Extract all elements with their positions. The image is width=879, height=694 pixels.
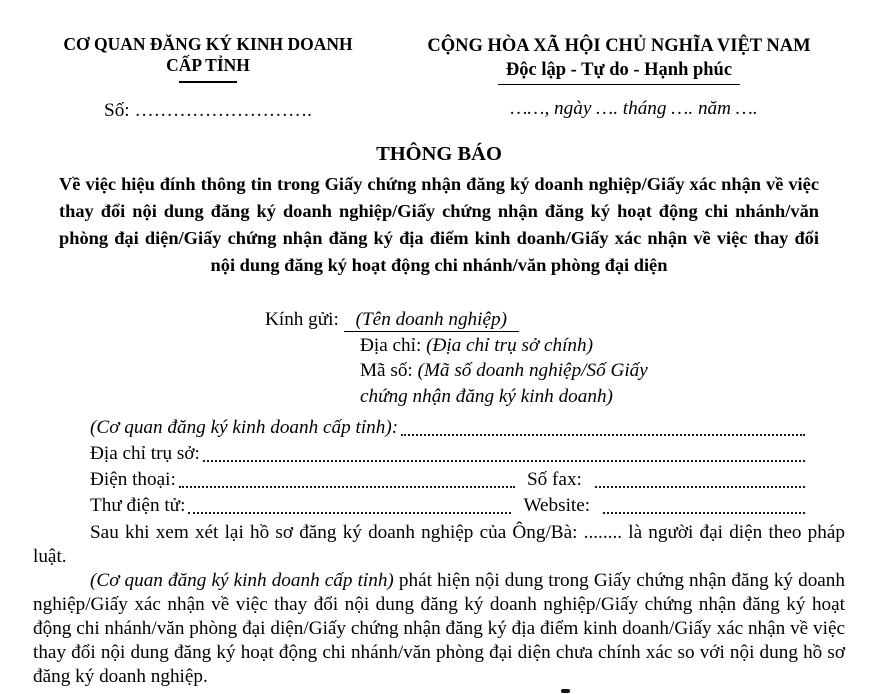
recipient-name-placeholder: (Tên doanh nghiệp) — [344, 309, 519, 332]
date-line: ……, ngày …. tháng …. năm …. — [510, 98, 758, 119]
body-paragraph-2 — [33, 569, 845, 689]
paragraph2-text: phát hiện nội dung trong Giấy chứng nhận đăng ký doanh nghiệp/Giấy xác nhận về việc thay đổi nội dung đăng ký doanh nghiệp/Giấy chứng nhận đăng ký hoạt động chi nhánh/văn phòng đại diện/Giấy chứng nhận đăng ký địa điểm kinh doanh/Giấy xác nhận về việc thay đổi nội dung đăng ký hoạt động chi nhánh/văn phòng đại diện chưa chính xác so với nội dung hồ sơ đăng ký doanh nghiệp. — [33, 570, 845, 687]
fax-field-label: Số fax: — [526, 469, 582, 490]
header-divider-rule — [179, 81, 237, 83]
form-row-address — [90, 441, 805, 467]
body-paragraph-1: Sau khi xem xét lại hồ sơ đăng ký doanh nghiệp của Ông/Bà: ........ là người đại diện theo pháp luật. — [33, 522, 845, 567]
form-row-agency — [90, 415, 805, 441]
website-field-label: Website: — [523, 495, 591, 516]
recipient-address-line — [360, 333, 680, 359]
recipient-code-line — [360, 358, 680, 409]
address-field-label: Địa chỉ trụ sở: — [90, 443, 200, 464]
national-motto: Độc lập - Tự do - Hạnh phúc — [498, 58, 740, 85]
recipient-block — [265, 307, 845, 409]
document-subtitle: Về việc hiệu đính thông tin trong Giấy chứng nhận đăng ký doanh nghiệp/Giấy xác nhận về việc thay đổi nội dung đăng ký doanh nghiệp/Giấy chứng nhận đăng ký hoạt động chi nhánh/văn phòng đại diện/Giấy chứng nhận đăng ký địa điểm kinh doanh/Giấy xác nhận về việc thay đổi nội dung đăng ký hoạt động chi nhánh/văn phòng đại diện — [59, 174, 819, 275]
issuing-agency-block — [33, 34, 383, 122]
address-dotted-field — [203, 460, 805, 462]
recipient-code-placeholder: (Mã số doanh nghiệp/Số Giấy chứng nhận đăng ký kinh doanh) — [360, 360, 648, 407]
recipient-line — [265, 307, 845, 333]
paragraph2-agency-placeholder: (Cơ quan đăng ký kinh doanh cấp tỉnh) — [90, 570, 394, 591]
email-field-label: Thư điện tử: — [90, 495, 186, 516]
agency-name-line1: CƠ QUAN ĐĂNG KÝ KINH DOANH — [63, 34, 353, 54]
national-header-block — [393, 34, 845, 120]
clipped-text-fragment — [561, 689, 570, 693]
agency-info-form — [33, 415, 845, 519]
recipient-details — [360, 333, 680, 410]
national-title: CỘNG HÒA XÃ HỘI CHỦ NGHĨA VIỆT NAM — [427, 36, 811, 56]
phone-dotted-field — [179, 486, 515, 488]
recipient-address-placeholder: (Địa chỉ trụ sở chính) — [426, 334, 593, 356]
recipient-label: Kính gửi: — [265, 309, 339, 330]
website-dotted-field — [603, 512, 805, 514]
agency-field-label: (Cơ quan đăng ký kinh doanh cấp tỉnh): — [90, 417, 399, 438]
fax-dotted-field — [595, 486, 805, 488]
document-title: THÔNG BÁO — [376, 143, 502, 165]
email-dotted-field — [188, 512, 511, 514]
recipient-address-label: Địa chỉ: — [360, 334, 422, 356]
form-row-email-website — [90, 493, 805, 519]
phone-field-label: Điện thoại: — [90, 469, 176, 490]
document-number-line: Số: ………………………. — [104, 100, 312, 121]
document-header — [33, 34, 845, 122]
recipient-code-label: Mã số: — [360, 360, 413, 381]
form-row-phone-fax — [90, 467, 805, 493]
agency-dotted-field — [401, 434, 805, 436]
agency-name-line2: CẤP TỈNH — [166, 55, 250, 75]
